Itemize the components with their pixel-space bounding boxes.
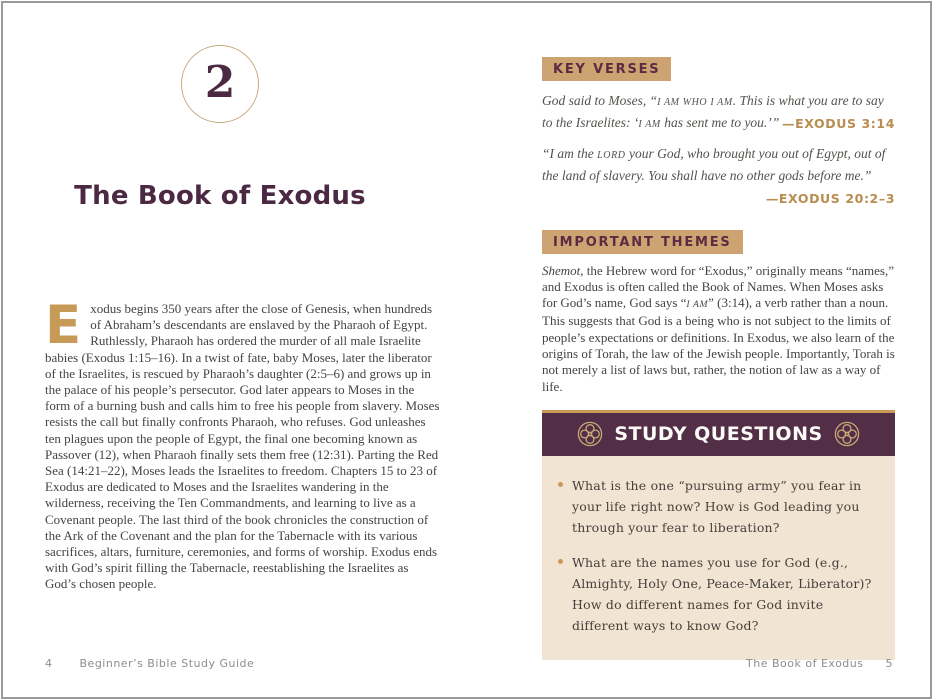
themes-text: , the Hebrew word for “Exodus,” originally means “names,” and Exodus is often called the Book of Names. When Moses asks for God’s name, God says “ [542, 262, 894, 311]
page-number-right: 5 [885, 657, 893, 670]
chapter-number: 2 [204, 57, 236, 108]
themes-lead-word: Shemot [542, 262, 581, 278]
right-page-column [542, 57, 895, 660]
footer-book-title: Beginner’s Bible Study Guide [79, 657, 255, 670]
verse-smallcaps: I AM [638, 118, 661, 130]
page-footer [0, 657, 933, 670]
key-verse-1 [542, 91, 895, 134]
important-themes-label: IMPORTANT THEMES [542, 230, 743, 254]
question-item [556, 552, 877, 636]
left-page-header [0, 45, 440, 211]
intro-text: xodus begins 350 years after the close of Genesis, when hundreds of Abraham’s descendants are enslaved by the Pharaoh of Egypt. Ruthlessly, Pharaoh has ordered the murder of all male Israelite babies (Exodus 1:15–16). In a twist of fate, baby Moses, later the liberator of the Israelites, is rescued by Pharaoh’s daughter (2:5–6) and grows up in the palace of his people’s persecutor. God later appears to Moses in the form of a burning bush and calls him to free his people from slavery. Moses resists the call but finally confronts Pharaoh, who refuses. God unleashes ten plagues upon the people of Egypt, the final one becoming known as Passover (12), when Pharaoh finally sets them free (12:31). Parting the Red Sea (14:21–22), Moses leads the Israelites to freedom. Chapters 15 to 23 of Exodus are dedicated to Moses and the Israelites wandering in the wilderness, receiving the Ten Commandments, and learning to live as a Covenant people. The last third of the book chronicles the construction of the Ark of the Covenant and the plan for the Tabernacle with its various sacrifices, altars, furniture, ceremonies, and forms of worship. Exodus ends with God’s spirit filling the Tabernacle, reestablishing the Israelites as God’s chosen people. [45, 301, 440, 592]
verse-smallcaps: I AM WHO I AM [657, 97, 733, 108]
chapter-intro-paragraph [45, 295, 440, 593]
question-text: What are the names you use for God (e.g., Almighty, Holy One, Peace-Maker, Liberator)? How do different names for God invite different ways to know God? [572, 554, 872, 633]
study-questions-title: STUDY QUESTIONS [614, 423, 823, 446]
verse-citation: —EXODUS 3:14 [781, 115, 895, 131]
verse-text: . This is what you are to say to the Israelites: ‘ [542, 93, 884, 130]
chapter-title: The Book of Exodus [74, 181, 366, 211]
question-item [556, 475, 877, 538]
footer-right [746, 657, 893, 670]
key-verse-2 [542, 144, 895, 209]
study-questions-header [542, 413, 895, 456]
verse-text: your God, who brought you out of Egypt, out of the land of slavery. You shall have no other gods before me.” [542, 146, 886, 183]
verse-text: God said to Moses, “ [542, 93, 658, 108]
verse-citation: —EXODUS 20:2–3 [765, 191, 895, 206]
page-number-left: 4 [45, 657, 53, 670]
themes-smallcaps: I AM [686, 299, 709, 311]
themes-paragraph [542, 263, 895, 395]
footer-chapter-title: The Book of Exodus [746, 657, 864, 670]
verse-text: has sent me to you.’” [660, 114, 780, 130]
verse-text: “I am the [542, 146, 598, 161]
drop-cap: E [45, 295, 82, 356]
key-verses-label: KEY VERSES [542, 57, 671, 81]
verse-smallcaps: LORD [597, 150, 626, 161]
question-text: What is the one “pursuing army” you fear in your life right now? How is God leading you through your fear to liberation? [572, 477, 862, 535]
rosette-knot-icon [577, 421, 603, 447]
footer-left [45, 657, 254, 670]
bullet-dot-icon [558, 482, 563, 487]
rosette-knot-icon [834, 421, 860, 447]
chapter-number-badge [181, 45, 259, 123]
study-questions-body [542, 456, 895, 660]
study-questions-box [542, 410, 895, 660]
themes-text: ” (3:14), a verb rather than a noun. This suggests that God is a being who is not subject to the limits of people’s expectations or definitions. In Exodus, we also learn of the origins of Torah, the law of the Jewish people. Importantly, Torah is not merely a list of laws but, rather, the notion of law as a way of life. [542, 295, 895, 394]
bullet-dot-icon [558, 559, 563, 564]
